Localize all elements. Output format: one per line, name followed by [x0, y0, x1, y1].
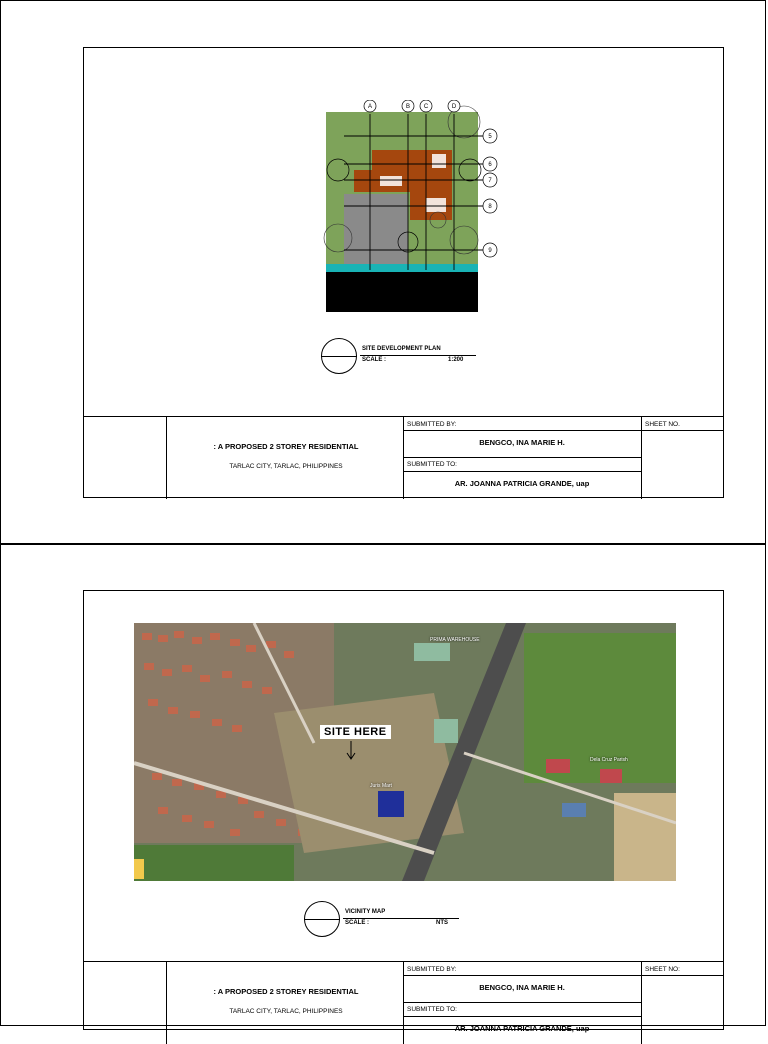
grid-row-5: 5 [488, 134, 492, 141]
caption-title: VICINITY MAP [345, 909, 386, 915]
project-title: : A PROPOSED 2 STOREY RESIDENTIAL [213, 987, 359, 996]
submitted-by-label: SUBMITTED BY: [407, 966, 457, 973]
vicinity-map [134, 623, 676, 881]
submitted-to-name: AR. JOANNA PATRICIA GRANDE, uap [454, 1024, 590, 1033]
caption-title: SITE DEVELOPMENT PLAN [362, 346, 441, 352]
caption-scale-value: 1:200 [448, 357, 464, 363]
grid-row-7: 7 [488, 178, 492, 185]
caption-symbol-divider [321, 356, 357, 357]
project-location: TARLAC CITY, TARLAC, PHILIPPINES [229, 463, 343, 470]
submitted-to-label: SUBMITTED TO: [407, 461, 457, 468]
site-arrow-icon [346, 741, 356, 761]
drawing-frame-2 [83, 590, 724, 1033]
submitted-by-name: BENGCO, INA MARIE H. [479, 438, 565, 447]
road [326, 272, 478, 312]
grid-col-a: A [367, 104, 373, 111]
caption-scale-label: SCALE : [345, 920, 369, 926]
submitted-by-label: SUBMITTED BY: [407, 421, 457, 428]
submitted-to-label: SUBMITTED TO: [407, 1006, 457, 1013]
sidewalk [326, 264, 478, 272]
caption-symbol-divider [304, 919, 340, 920]
drawing-frame-1 [83, 47, 724, 498]
map-label-parish: Dela Cruz Parish [590, 757, 628, 763]
project-title: : A PROPOSED 2 STOREY RESIDENTIAL [213, 442, 359, 451]
grid-row-6: 6 [488, 162, 492, 169]
sheet-no-label: SHEET NO: [645, 966, 680, 973]
caption-underline [360, 355, 476, 356]
map-label-juris-mart: Juris Mart [370, 783, 392, 789]
grid-row-9: 9 [488, 248, 492, 255]
vicinity-map-image [134, 623, 676, 881]
submitted-by-name: BENGCO, INA MARIE H. [479, 983, 565, 992]
title-block [84, 961, 723, 1044]
grid-col-c: C [423, 104, 429, 111]
sheet-no-label: SHEET NO. [645, 421, 680, 428]
submitted-to-name: AR. JOANNA PATRICIA GRANDE, uap [454, 479, 590, 488]
caption-underline [343, 918, 459, 919]
project-location: TARLAC CITY, TARLAC, PHILIPPINES [229, 1008, 343, 1015]
site-development-plan-drawing [314, 100, 504, 320]
map-label-warehouse: PRIMA WAREHOUSE [430, 637, 480, 643]
driveway [344, 194, 408, 264]
sheet-2 [0, 544, 766, 1033]
caption-scale-value: NTS [436, 920, 448, 926]
grid-col-b: B [405, 104, 411, 111]
caption-scale-label: SCALE : [362, 357, 386, 363]
site-here-label: SITE HERE [320, 725, 391, 739]
title-block [84, 416, 723, 499]
grid-row-8: 8 [488, 204, 492, 211]
grid-col-d: D [451, 104, 457, 111]
